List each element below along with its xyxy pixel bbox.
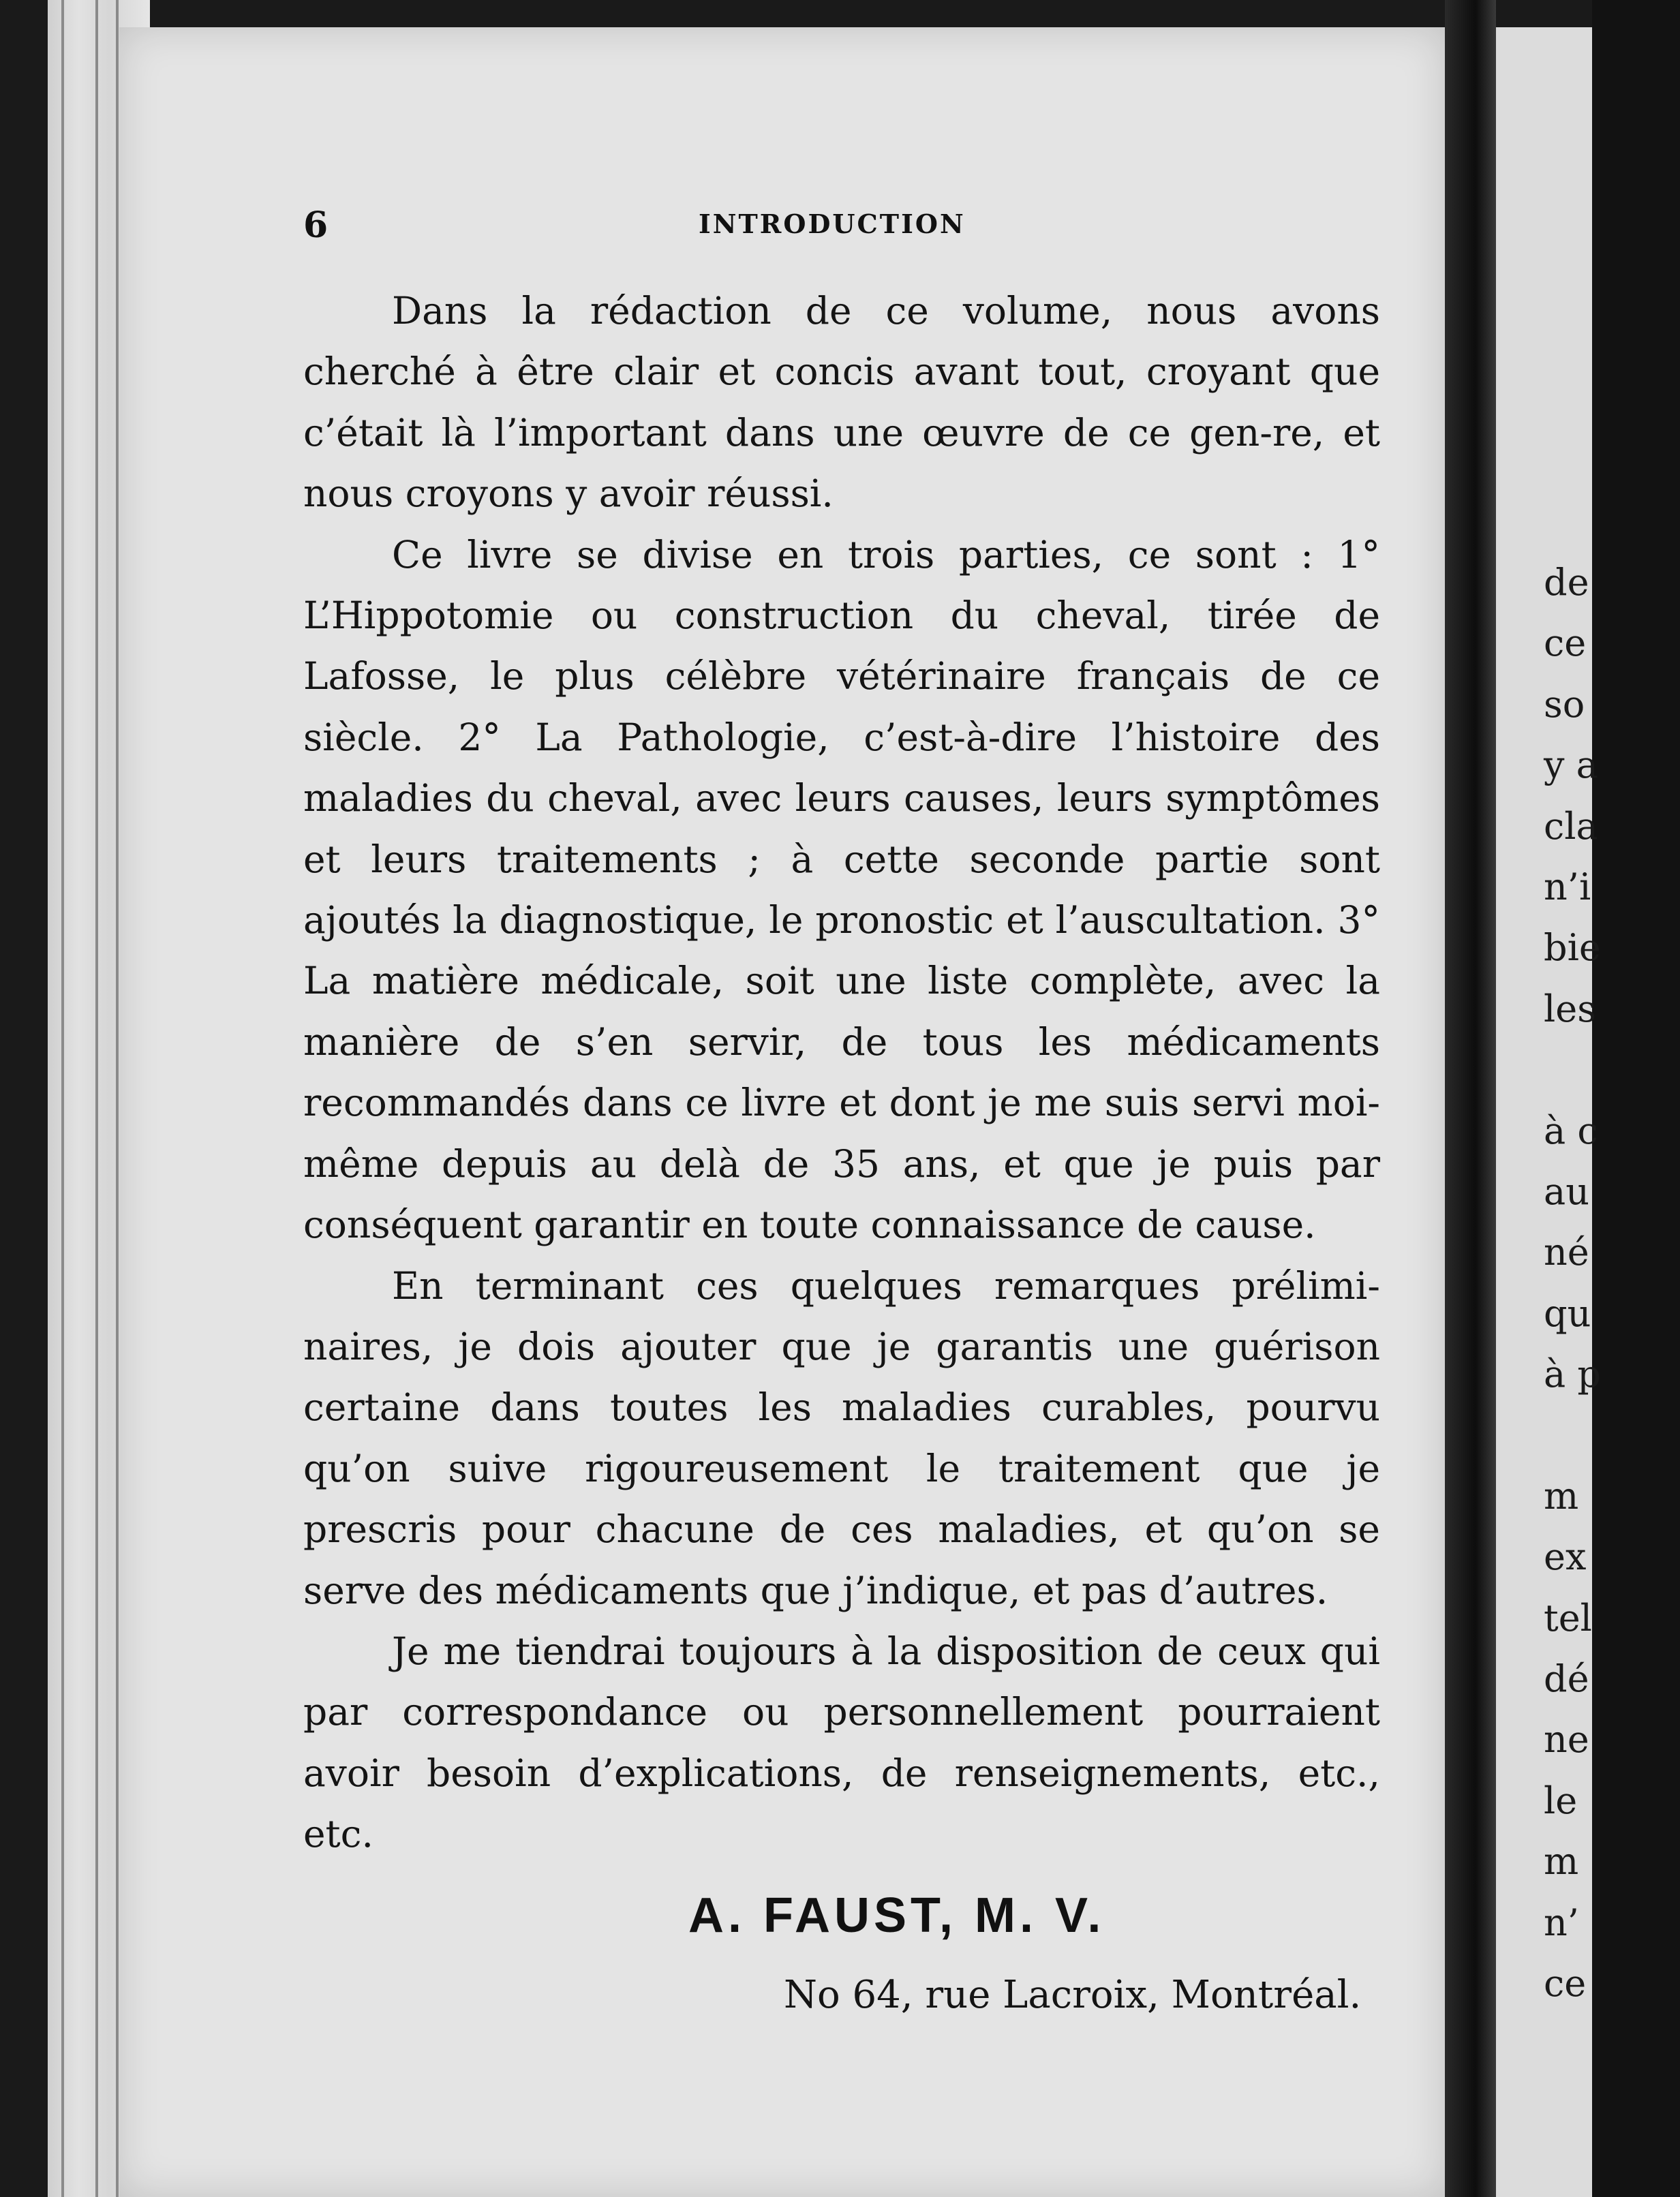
adjacent-page-fragment: so bbox=[1544, 682, 1585, 726]
adjacent-page-fragment: de bbox=[1544, 561, 1589, 604]
adjacent-page-fragment: dé bbox=[1544, 1657, 1589, 1701]
adjacent-page-fragment: ce bbox=[1544, 1961, 1587, 2005]
paragraph: Ce livre se divise en trois parties, ce sont : 1° L’Hippotomie ou construction du cheval, tirée de Lafosse, le plus célèbre vétérinaire français de ce siècle. 2° La Pathologie, c’est-à-dire l’histoire des maladies du cheval, avec leurs causes, leurs symptômes et leurs traitements ; à cette seconde partie sont ajoutés la diagnostique, le pronostic et l’auscultation. 3° La matière médicale, soit une liste complète, avec la manière de s’en servir, de tous les médicaments recommandés dans ce livre et dont je me suis servi moi-même depuis au delà de 35 ans, et que je puis par conséquent garantir en toute connaissance de cause. bbox=[303, 532, 1380, 1247]
adjacent-page-fragment: m bbox=[1544, 1474, 1579, 1518]
adjacent-page-fragment: né bbox=[1544, 1231, 1589, 1274]
adjacent-page-fragment: le bbox=[1544, 1779, 1578, 1822]
adjacent-page-fragment: à c bbox=[1544, 1109, 1598, 1152]
page-edge-line bbox=[116, 0, 119, 2197]
adjacent-page bbox=[1496, 27, 1601, 2197]
adjacent-page-text bbox=[1544, 552, 1680, 2014]
adjacent-page-fragment: ce bbox=[1544, 621, 1587, 665]
running-head bbox=[303, 204, 1380, 245]
adjacent-page-fragment: n’ bbox=[1544, 1901, 1579, 1944]
adjacent-page-fragment: qu bbox=[1544, 1291, 1591, 1335]
adjacent-page-fragment: tel bbox=[1544, 1596, 1592, 1640]
adjacent-page-fragment: bie bbox=[1544, 926, 1601, 970]
adjacent-page-fragment: ne bbox=[1544, 1718, 1589, 1762]
adjacent-page-fragment: n’i bbox=[1544, 865, 1591, 908]
paragraph: Dans la rédaction de ce volume, nous avons cherché à être clair et concis avant tout, croyant que c’était là l’important dans une œuvre de ce gen-re, et nous croyons y avoir réussi. bbox=[303, 289, 1380, 516]
adjacent-page-fragment bbox=[1544, 1404, 1680, 1465]
page-edge-line bbox=[95, 0, 98, 2197]
header-title: INTRODUCTION bbox=[699, 209, 966, 239]
adjacent-page-fragment bbox=[1544, 1039, 1680, 1100]
paragraph: Je me tiendrai toujours à la disposition de ceux qui par correspondance ou personnellement pourraient avoir besoin d’explications, de renseignements, etc., etc. bbox=[303, 1629, 1380, 1856]
adjacent-page-fragment: cla bbox=[1544, 804, 1598, 848]
paragraph: En terminant ces quelques remarques préliminaires, je dois ajouter que je garantis une guérison certaine dans toutes les maladies curables, pourvu qu’on suive rigoureusement le traitement que je prescris pour chacune de ces maladies, et qu’on se serve des médicaments que j’indique, et pas d’autres. bbox=[303, 1263, 1380, 1612]
introduction-text bbox=[303, 281, 1380, 1865]
adjacent-page-fragment: les bbox=[1544, 987, 1596, 1030]
page-edge-line bbox=[61, 0, 64, 2197]
adjacent-page-fragment: au bbox=[1544, 1169, 1589, 1213]
adjacent-page-fragment: m bbox=[1544, 1840, 1579, 1884]
author-address: No 64, rue Lacroix, Montréal. bbox=[784, 1973, 1362, 2017]
book-spine bbox=[1445, 0, 1496, 2197]
author-signature: A. FAUST, M. V. bbox=[688, 1888, 1105, 1943]
adjacent-page-fragment: ex bbox=[1544, 1535, 1587, 1579]
adjacent-page-fragment: y a bbox=[1544, 743, 1598, 787]
page-number: 6 bbox=[303, 204, 329, 246]
adjacent-page-fragment: à p bbox=[1544, 1353, 1601, 1396]
